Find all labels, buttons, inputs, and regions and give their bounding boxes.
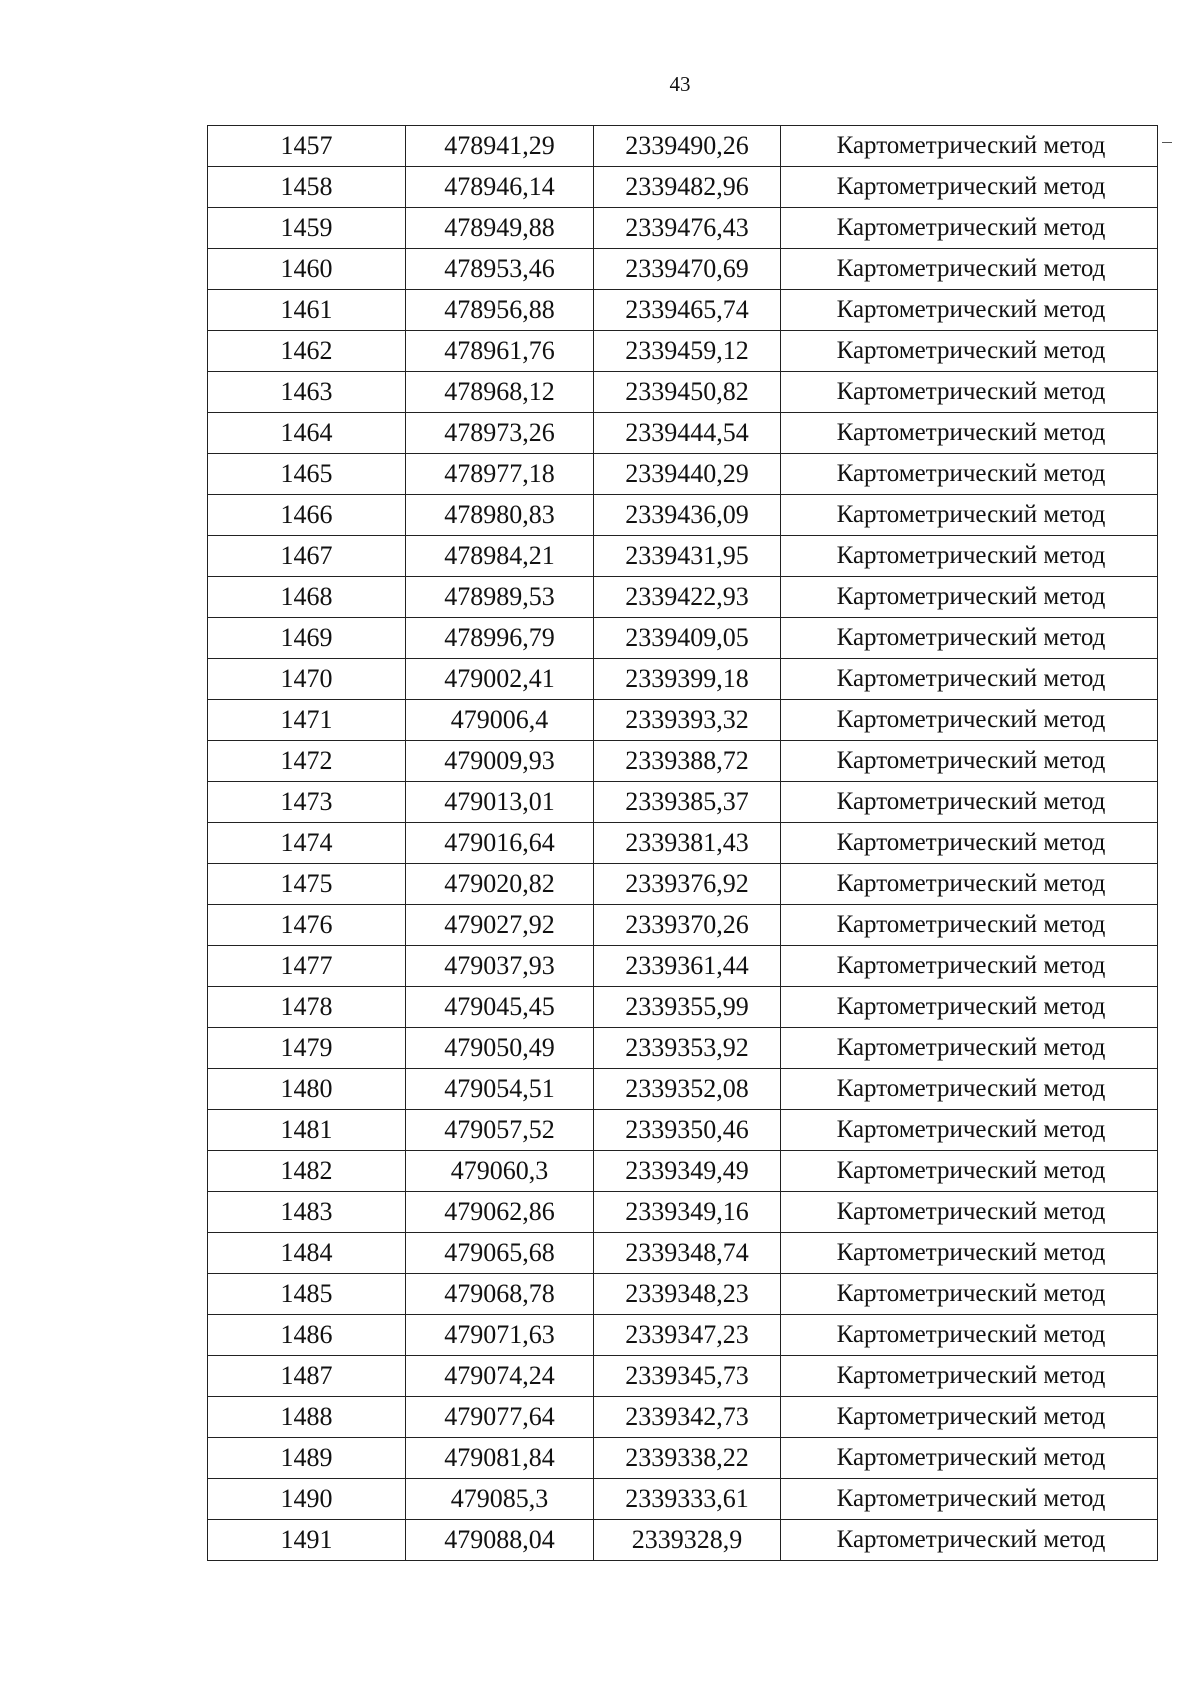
method-cell: Картометрический метод <box>781 331 1158 372</box>
point-number-cell: 1487 <box>208 1356 406 1397</box>
y-coordinate-cell: 2339490,26 <box>594 126 781 167</box>
y-coordinate-cell: 2339444,54 <box>594 413 781 454</box>
y-coordinate-cell: 2339355,99 <box>594 987 781 1028</box>
method-cell: Картометрический метод <box>781 372 1158 413</box>
y-coordinate-cell: 2339431,95 <box>594 536 781 577</box>
point-number-cell: 1479 <box>208 1028 406 1069</box>
x-coordinate-cell: 478953,46 <box>406 249 594 290</box>
x-coordinate-cell: 479060,3 <box>406 1151 594 1192</box>
point-number-cell: 1462 <box>208 331 406 372</box>
table-row <box>208 167 1158 208</box>
y-coordinate-cell: 2339347,23 <box>594 1315 781 1356</box>
method-cell: Картометрический метод <box>781 1028 1158 1069</box>
point-number-cell: 1464 <box>208 413 406 454</box>
method-cell: Картометрический метод <box>781 1233 1158 1274</box>
x-coordinate-cell: 479068,78 <box>406 1274 594 1315</box>
coordinates-table <box>207 125 1158 1561</box>
method-cell: Картометрический метод <box>781 1192 1158 1233</box>
x-coordinate-cell: 479071,63 <box>406 1315 594 1356</box>
method-cell: Картометрический метод <box>781 659 1158 700</box>
table-row <box>208 1356 1158 1397</box>
table-row <box>208 1192 1158 1233</box>
y-coordinate-cell: 2339345,73 <box>594 1356 781 1397</box>
point-number-cell: 1459 <box>208 208 406 249</box>
x-coordinate-cell: 479027,92 <box>406 905 594 946</box>
table-row <box>208 987 1158 1028</box>
table-row <box>208 126 1158 167</box>
y-coordinate-cell: 2339436,09 <box>594 495 781 536</box>
method-cell: Картометрический метод <box>781 864 1158 905</box>
table-row <box>208 700 1158 741</box>
table-row <box>208 413 1158 454</box>
y-coordinate-cell: 2339370,26 <box>594 905 781 946</box>
method-cell: Картометрический метод <box>781 1151 1158 1192</box>
y-coordinate-cell: 2339376,92 <box>594 864 781 905</box>
method-cell: Картометрический метод <box>781 208 1158 249</box>
table-row <box>208 208 1158 249</box>
method-cell: Картометрический метод <box>781 741 1158 782</box>
y-coordinate-cell: 2339353,92 <box>594 1028 781 1069</box>
table-row <box>208 905 1158 946</box>
method-cell: Картометрический метод <box>781 249 1158 290</box>
method-cell: Картометрический метод <box>781 946 1158 987</box>
table-row <box>208 1069 1158 1110</box>
x-coordinate-cell: 478980,83 <box>406 495 594 536</box>
table-row <box>208 1397 1158 1438</box>
method-cell: Картометрический метод <box>781 987 1158 1028</box>
point-number-cell: 1461 <box>208 290 406 331</box>
x-coordinate-cell: 478956,88 <box>406 290 594 331</box>
table-row <box>208 782 1158 823</box>
point-number-cell: 1486 <box>208 1315 406 1356</box>
y-coordinate-cell: 2339465,74 <box>594 290 781 331</box>
point-number-cell: 1465 <box>208 454 406 495</box>
method-cell: Картометрический метод <box>781 167 1158 208</box>
y-coordinate-cell: 2339328,9 <box>594 1520 781 1561</box>
method-cell: Картометрический метод <box>781 782 1158 823</box>
table-row <box>208 1274 1158 1315</box>
table-row <box>208 1110 1158 1151</box>
point-number-cell: 1482 <box>208 1151 406 1192</box>
x-coordinate-cell: 478977,18 <box>406 454 594 495</box>
x-coordinate-cell: 478989,53 <box>406 577 594 618</box>
x-coordinate-cell: 479077,64 <box>406 1397 594 1438</box>
page-number: 43 <box>669 72 691 96</box>
y-coordinate-cell: 2339333,61 <box>594 1479 781 1520</box>
method-cell: Картометрический метод <box>781 1069 1158 1110</box>
point-number-cell: 1478 <box>208 987 406 1028</box>
x-coordinate-cell: 479062,86 <box>406 1192 594 1233</box>
method-cell: Картометрический метод <box>781 1438 1158 1479</box>
x-coordinate-cell: 478941,29 <box>406 126 594 167</box>
table-row <box>208 618 1158 659</box>
point-number-cell: 1467 <box>208 536 406 577</box>
method-cell: Картометрический метод <box>781 454 1158 495</box>
x-coordinate-cell: 479006,4 <box>406 700 594 741</box>
method-cell: Картометрический метод <box>781 1479 1158 1520</box>
point-number-cell: 1491 <box>208 1520 406 1561</box>
y-coordinate-cell: 2339440,29 <box>594 454 781 495</box>
y-coordinate-cell: 2339450,82 <box>594 372 781 413</box>
point-number-cell: 1458 <box>208 167 406 208</box>
method-cell: Картометрический метод <box>781 126 1158 167</box>
point-number-cell: 1489 <box>208 1438 406 1479</box>
table-row <box>208 249 1158 290</box>
table-row <box>208 946 1158 987</box>
table-row <box>208 864 1158 905</box>
point-number-cell: 1485 <box>208 1274 406 1315</box>
y-coordinate-cell: 2339409,05 <box>594 618 781 659</box>
point-number-cell: 1463 <box>208 372 406 413</box>
point-number-cell: 1457 <box>208 126 406 167</box>
y-coordinate-cell: 2339422,93 <box>594 577 781 618</box>
table-row <box>208 290 1158 331</box>
point-number-cell: 1475 <box>208 864 406 905</box>
point-number-cell: 1477 <box>208 946 406 987</box>
x-coordinate-cell: 479020,82 <box>406 864 594 905</box>
table-row <box>208 372 1158 413</box>
x-coordinate-cell: 479016,64 <box>406 823 594 864</box>
point-number-cell: 1472 <box>208 741 406 782</box>
point-number-cell: 1483 <box>208 1192 406 1233</box>
table-row <box>208 536 1158 577</box>
method-cell: Картометрический метод <box>781 1520 1158 1561</box>
point-number-cell: 1488 <box>208 1397 406 1438</box>
y-coordinate-cell: 2339385,37 <box>594 782 781 823</box>
method-cell: Картометрический метод <box>781 700 1158 741</box>
point-number-cell: 1469 <box>208 618 406 659</box>
point-number-cell: 1481 <box>208 1110 406 1151</box>
table-row <box>208 577 1158 618</box>
y-coordinate-cell: 2339348,74 <box>594 1233 781 1274</box>
y-coordinate-cell: 2339349,16 <box>594 1192 781 1233</box>
method-cell: Картометрический метод <box>781 823 1158 864</box>
x-coordinate-cell: 479065,68 <box>406 1233 594 1274</box>
x-coordinate-cell: 478968,12 <box>406 372 594 413</box>
table-row <box>208 1233 1158 1274</box>
y-coordinate-cell: 2339482,96 <box>594 167 781 208</box>
x-coordinate-cell: 479050,49 <box>406 1028 594 1069</box>
x-coordinate-cell: 478984,21 <box>406 536 594 577</box>
y-coordinate-cell: 2339388,72 <box>594 741 781 782</box>
point-number-cell: 1466 <box>208 495 406 536</box>
table-row <box>208 1438 1158 1479</box>
table-row <box>208 823 1158 864</box>
method-cell: Картометрический метод <box>781 1110 1158 1151</box>
table-row <box>208 1479 1158 1520</box>
y-coordinate-cell: 2339349,49 <box>594 1151 781 1192</box>
x-coordinate-cell: 478946,14 <box>406 167 594 208</box>
point-number-cell: 1468 <box>208 577 406 618</box>
x-coordinate-cell: 479074,24 <box>406 1356 594 1397</box>
x-coordinate-cell: 479002,41 <box>406 659 594 700</box>
table-row <box>208 1520 1158 1561</box>
method-cell: Картометрический метод <box>781 290 1158 331</box>
x-coordinate-cell: 479085,3 <box>406 1479 594 1520</box>
table-row <box>208 659 1158 700</box>
x-coordinate-cell: 478961,76 <box>406 331 594 372</box>
table-row <box>208 331 1158 372</box>
table-row <box>208 1028 1158 1069</box>
method-cell: Картометрический метод <box>781 618 1158 659</box>
point-number-cell: 1490 <box>208 1479 406 1520</box>
x-coordinate-cell: 478949,88 <box>406 208 594 249</box>
x-coordinate-cell: 479013,01 <box>406 782 594 823</box>
y-coordinate-cell: 2339399,18 <box>594 659 781 700</box>
table-row <box>208 495 1158 536</box>
x-coordinate-cell: 479057,52 <box>406 1110 594 1151</box>
y-coordinate-cell: 2339381,43 <box>594 823 781 864</box>
x-coordinate-cell: 479088,04 <box>406 1520 594 1561</box>
y-coordinate-cell: 2339342,73 <box>594 1397 781 1438</box>
table-row <box>208 1315 1158 1356</box>
table-row <box>208 1151 1158 1192</box>
x-coordinate-cell: 479081,84 <box>406 1438 594 1479</box>
point-number-cell: 1480 <box>208 1069 406 1110</box>
point-number-cell: 1471 <box>208 700 406 741</box>
coordinates-table-body <box>208 126 1158 1561</box>
point-number-cell: 1473 <box>208 782 406 823</box>
x-coordinate-cell: 479037,93 <box>406 946 594 987</box>
point-number-cell: 1460 <box>208 249 406 290</box>
method-cell: Картометрический метод <box>781 905 1158 946</box>
method-cell: Картометрический метод <box>781 577 1158 618</box>
point-number-cell: 1476 <box>208 905 406 946</box>
x-coordinate-cell: 479045,45 <box>406 987 594 1028</box>
x-coordinate-cell: 478996,79 <box>406 618 594 659</box>
y-coordinate-cell: 2339338,22 <box>594 1438 781 1479</box>
method-cell: Картометрический метод <box>781 413 1158 454</box>
method-cell: Картометрический метод <box>781 1274 1158 1315</box>
x-coordinate-cell: 479054,51 <box>406 1069 594 1110</box>
y-coordinate-cell: 2339393,32 <box>594 700 781 741</box>
table-row <box>208 741 1158 782</box>
x-coordinate-cell: 479009,93 <box>406 741 594 782</box>
y-coordinate-cell: 2339361,44 <box>594 946 781 987</box>
margin-dash-mark <box>1162 142 1172 143</box>
method-cell: Картометрический метод <box>781 1315 1158 1356</box>
point-number-cell: 1474 <box>208 823 406 864</box>
method-cell: Картометрический метод <box>781 536 1158 577</box>
x-coordinate-cell: 478973,26 <box>406 413 594 454</box>
method-cell: Картометрический метод <box>781 495 1158 536</box>
y-coordinate-cell: 2339352,08 <box>594 1069 781 1110</box>
y-coordinate-cell: 2339470,69 <box>594 249 781 290</box>
method-cell: Картометрический метод <box>781 1356 1158 1397</box>
y-coordinate-cell: 2339459,12 <box>594 331 781 372</box>
method-cell: Картометрический метод <box>781 1397 1158 1438</box>
point-number-cell: 1484 <box>208 1233 406 1274</box>
y-coordinate-cell: 2339348,23 <box>594 1274 781 1315</box>
point-number-cell: 1470 <box>208 659 406 700</box>
y-coordinate-cell: 2339350,46 <box>594 1110 781 1151</box>
y-coordinate-cell: 2339476,43 <box>594 208 781 249</box>
table-row <box>208 454 1158 495</box>
